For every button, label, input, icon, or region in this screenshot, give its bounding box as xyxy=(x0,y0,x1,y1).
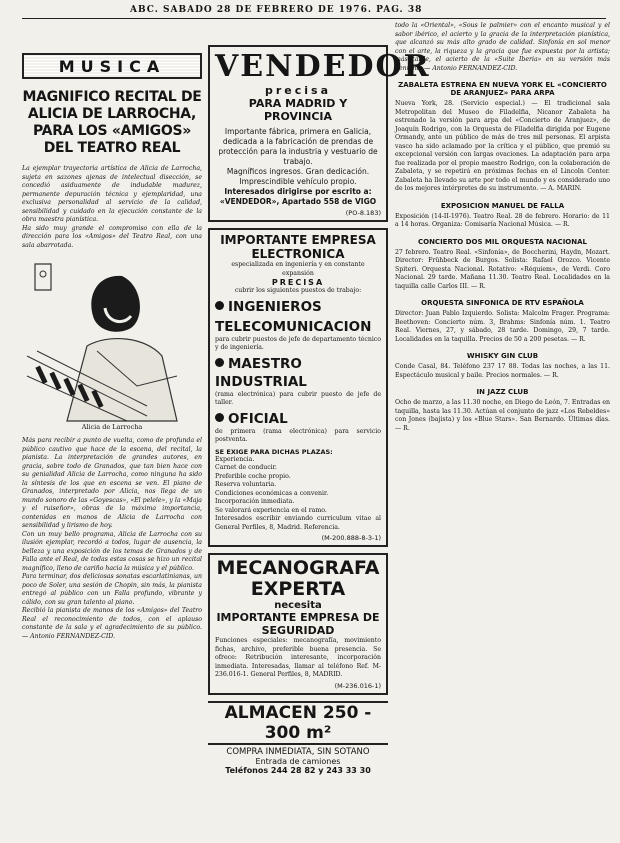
body-paragraph-4: Recibió la pianista de manos de los «Amigos» del Teatro Real el reconocimiento de todos, con el aplauso constante de la sala y el agradecimiento de su público. — Antonio FERNANDEZ-CID. xyxy=(22,607,202,640)
position-maestro-desc: (rama electrónica) para cubrir puesto de jefe de taller. xyxy=(215,390,381,406)
falla-body: Exposición (14-II-1976). Teatro Real. 28 de febrero. Horario: de 11 a 14 horas. Organiza: Comisaría Nacional Música. — R. xyxy=(395,212,610,228)
orquesta-nacional-title: CONCIERTO DOS MIL ORQUESTA NACIONAL xyxy=(417,237,587,246)
page-header: ABC. SABADO 28 DE FEBRERO DE 1976. PAG. 38 xyxy=(130,5,423,15)
ad-almacen-sub: COMPRA INMEDIATA, SIN SOTANO xyxy=(226,746,370,757)
requirement-item: Se valorará experiencia en el ramo. xyxy=(215,506,327,514)
body-paragraph-1: Más para recibir a punto de vuelta, como de profunda el público cautivo que hace de la escena, del recital, la pianista. La interpretación de grandes autores, en gracia, sobre todo de Granados, que tan bien hace con su genialidad Alicia de Larrocha, como ninguna ha sido la síntesis de los que en escena se ven. El piano de Granados, interpretado por Alicia, nos llega de un mundo sonoro de las «Goyescas», «El pelele», y la «Maja y el ruiseñor», obras de la máxima importancia, contenidas en manos de Alicia de Larrocha con sensibilidad y lirismo de hoy. xyxy=(22,437,202,529)
ad-almacen-phones: Teléfonos 244 28 82 y 243 33 30 xyxy=(225,765,371,775)
intro-paragraph: La ejemplar trayectoria artística de Alicia de Larrocha, sujeta en sazones ajenas de intelectual disección, se concedió asiduamente de indudable madurez, permanente depuración técnica y ejemplaridad, una exclusiva personalidad al servicio de la calidad, sensibilidad y cuidado en la ejecución constante de la obra maestra pianística. xyxy=(22,165,202,223)
ad-mecanografa-needs: necesita xyxy=(274,600,322,611)
jazz-club-title: IN JAZZ CLUB xyxy=(476,388,529,396)
requirement-item: Experiencia. xyxy=(215,455,255,463)
ad-mecanografa-body: Funciones especiales: mecanografía, movimiento fichas, archivo, preferible buena presencia. Se ofrece: Retribución interesante, incorporación inmediata. Interesadas, llamar al teléfono Ref. M-236.016-1. General Perfiles, 8, MADRID. xyxy=(215,637,381,678)
ad-electronica-desc: especializada en ingeniería y en constante expansión xyxy=(231,261,365,277)
ad-mecanografa-ref: (M-236.016-1) xyxy=(334,681,381,690)
body-paragraph-2: Con un muy bello programa, Alicia de Larrocha con su ilusión ejemplar, recordó a todos, lugar de ausencia, la belleza y una exposición de los temas de Granados y de Falla ante el Real, de todas estas cosas se hizo un recital magnífico, lleno de cariño hacia la música y el público. xyxy=(22,530,202,572)
section-banner: MUSICA xyxy=(22,53,202,79)
ad-vendedor-body: Importante fábrica, primera en Galicia, dedicada a la fabricación de prendas de protección para la industria y vestuario de trabajo. xyxy=(218,127,378,166)
ad-electronica-title: IMPORTANTE EMPRESA ELECTRONICA xyxy=(220,233,376,261)
ad-mecanografa xyxy=(208,553,388,695)
ad-electronica-contact: Interesados escribir enviando curriculum vitae al General Perfiles, 8, Madrid. Referencia. xyxy=(215,515,381,531)
zabaleta-body: Nueva York, 28. (Servicio especial.) — El tradicional sala Metropolitan del Museo de Filadelfia, Nicanor Zabaleta ha estrenado la versión para arpa del «Concierto de Aranjuez», de Joaquín Rodrigo, con la Orquesta de Filadelfia dirigida por Eugene Ormandy, ante un público de más de tres mil personas. El arpista vasco ha sido aclamado por la crítica y el público, que premió su excepcional versión con largas ovaciones. La adaptación para arpa fue realizada por el propio maestro Rodrigo, con la colaboración de Zabaleta, y se repetirá en próximas fechas en el Lincoln Center. Zabaleta ha llevado su arte por todo el mundo y es considerado uno de los mejores intérpretes de su instrumento. — A. MARIN. xyxy=(395,100,610,192)
bullet-icon xyxy=(215,358,224,367)
intro-paragraph-2: Ha sido muy grande el compromiso con ella de la dirección para los «Amigos» del Teatro Real, con una sala abarrotada. xyxy=(22,224,202,249)
header-rule xyxy=(22,18,606,19)
requirement-item: Preferible coche propio. xyxy=(215,472,291,480)
position-ingenieros: INGENIEROS xyxy=(215,298,381,316)
ad-vendedor-title: VENDEDOR xyxy=(215,49,431,84)
requirement-item: Reserva voluntaria. xyxy=(215,481,277,488)
zabaleta-title: ZABALETA ESTRENA EN NUEVA YORK EL «CONCIERTO DE ARANJUEZ» PARA ARPA xyxy=(398,81,607,97)
ad-vendedor xyxy=(208,45,431,222)
ad-vendedor-req: Imprescindible vehículo propio. xyxy=(239,177,357,186)
falla-title: EXPOSICION MANUEL DE FALLA xyxy=(440,201,565,210)
continuation-paragraph: todo la «Oriental», «Sous le palmier» con el encanto musical y el sabor ibérico, el acierto y la gracia de la interpretación pianística, que alcanzó su más alto grado de calidad. Sinfonía en sol menor con el arte, la riqueza y la gracia que fue expuesta por la artista; más tarde, el acierto de la «Suite Iberia» en su versión más genuina. — Antonio FERNANDEZ-CID. xyxy=(395,22,610,72)
ad-electronica-desc2: cubrir los siguientes puestos de trabajo: xyxy=(234,287,362,294)
ad-electronica-ref: (M-200.888-8-3-1) xyxy=(321,534,381,542)
requirement-item: Incorporación inmediata. xyxy=(215,498,295,505)
ad-almacen xyxy=(208,701,388,775)
rtve-body: Director: Juan Pablo Izquierdo. Solista: Malcolm Frager. Programa: Beethoven: Concierto núm. 3, Brahms: Sinfonía núm. 1. Teatro Real. Viernes, 27, y sábado, 28 tarde. Domingo, 29, 7 tarde. Localidades en la taquilla. Precios de 50 a 200 pesetas. — R. xyxy=(395,310,610,343)
ad-vendedor-contact: Interesados dirigirse por escrito a: «VENDEDOR», Apartado 558 de VIGO xyxy=(219,187,377,206)
ad-electronica xyxy=(208,228,388,547)
bullet-icon xyxy=(215,413,224,422)
position-telecom: TELECOMUNICACION xyxy=(215,318,372,335)
rtve-title: ORQUESTA SINFONICA DE RTV ESPAÑOLA xyxy=(421,299,584,307)
illustration-caption: Alicia de Larrocha xyxy=(81,423,143,431)
bullet-icon xyxy=(215,301,224,310)
column-music-news xyxy=(395,22,610,837)
column-music-review xyxy=(22,45,202,835)
position-maestro: MAESTRO INDUSTRIAL xyxy=(215,355,307,390)
ad-almacen-detail: Entrada de camiones xyxy=(255,756,341,766)
requirements-title: SE EXIGE PARA DICHAS PLAZAS: xyxy=(215,447,333,456)
column-classified-ads xyxy=(208,45,431,835)
ad-almacen-title: ALMACEN 250 - 300 m² xyxy=(208,701,388,745)
ad-electronica-needs: PRECISA xyxy=(271,278,325,287)
ad-vendedor-perks: Magníficos ingresos. Gran dedicación. xyxy=(226,167,370,176)
ad-vendedor-ref: (PO-8.183) xyxy=(345,209,381,217)
body-paragraph-3: Para terminar, dos deliciosas sonatas escarlatinianas, un poco de Soler, una sesión de Chopin, sin más, la pianista entregó al público con un Falla profundo, vibrante y cálido, con su gran talento al piano. xyxy=(22,573,202,606)
whisky-club-title: WHISKY GIN CLUB xyxy=(466,352,539,360)
ad-mecanografa-title: MECANOGRAFA EXPERTA xyxy=(216,557,380,600)
position-telecom-desc: para cubrir puestos de jefe de departamento técnico y de ingeniería. xyxy=(215,335,381,351)
headline: MAGNIFICO RECITAL DE ALICIA DE LARROCHA, PARA LOS «AMIGOS» DEL TEATRO REAL xyxy=(22,89,202,156)
pianist-illustration xyxy=(27,256,197,421)
whisky-club-body: Conde Casal, 84. Teléfono 237 17 88. Todas las noches, a las 11. Espectáculo musical y baile. Precios normales. — R. xyxy=(395,363,610,379)
jazz-club-body: Ocho de marzo, a las 11.30 noche, en Diego de León, 7. Entradas en taquilla, hasta las 11.30. Actúan el conjunto de jazz «Los Rebeldes» con Jones (bajista) y los «Blue Stars». San Bernardo. Últimas días. — R. xyxy=(395,399,610,432)
orquesta-nacional-body: 27 febrero. Teatro Real. «Sinfonía», de Boccherini, Haydn, Mozart. Director: Frühbeck de Burgos. Solista: Rafael Orozco. Vicente Spiteri. Orquesta Nacional. Rotativo: «Réquiem», de Verdi. Coro Nacional. 29 tarde. Mañana 11.30. Teatro Real. Localidades en la taquilla calle Carlos III. — R. xyxy=(395,248,610,290)
position-oficial: OFICIAL xyxy=(215,410,381,428)
ad-vendedor-region: PARA MADRID Y PROVINCIA xyxy=(248,97,348,123)
requirement-item: Condiciones económicas a convenir. xyxy=(215,489,329,497)
ad-mecanografa-company: IMPORTANTE EMPRESA DE SEGURIDAD xyxy=(216,611,380,637)
requirement-item: Carnet de conducir. xyxy=(215,464,277,471)
position-oficial-desc: de primera (rama electrónica) para servicio postventa. xyxy=(215,427,381,443)
ad-vendedor-sub: precisa xyxy=(264,84,332,97)
